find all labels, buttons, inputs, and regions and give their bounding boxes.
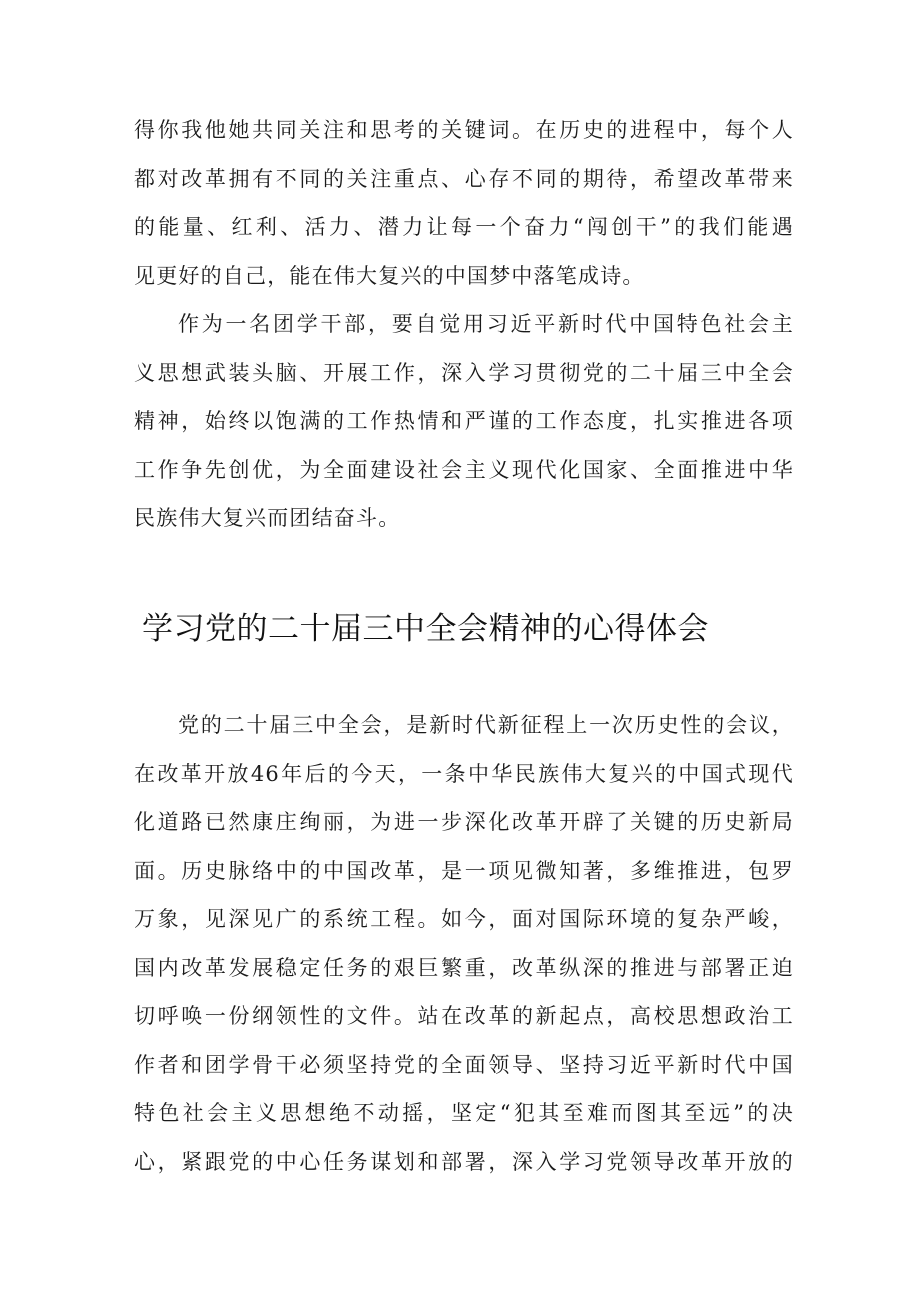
text-line: 在改革开放46年后的今天，一条中华民族伟大复兴的中国式现代 xyxy=(134,761,794,786)
text-line: 民族伟大复兴而团结奋斗。 xyxy=(134,506,401,530)
text-line: 都对改革拥有不同的关注重点、心存不同的期待，希望改革带来 xyxy=(134,166,794,191)
text-line: 切呼唤一份纲领性的文件。站在改革的新起点，高校思想政治工 xyxy=(134,1004,794,1028)
text-line: 面。历史脉络中的中国改革，是一项见微知著，多维推进，包罗 xyxy=(134,858,794,883)
text-line: 作者和团学骨干必须坚持党的全面领导、坚持习近平新时代中国 xyxy=(134,1052,794,1077)
text-line: 见更好的自己，能在伟大复兴的中国梦中落笔成诗。 xyxy=(134,263,645,288)
text-line: 国内改革发展稳定任务的艰巨繁重，改革纵深的推进与部署正迫 xyxy=(134,955,794,980)
text-line: 万象，见深见广的系统工程。如今，面对国际环境的复杂严峻， xyxy=(134,907,794,931)
text-line: 精神，始终以饱满的工作热情和严谨的工作态度，扎实推进各项 xyxy=(134,409,794,433)
text-line: 党的二十届三中全会，是新时代新征程上一次历史性的会议， xyxy=(178,713,794,737)
paragraph-continued xyxy=(134,106,794,300)
text-line: 心，紧跟党的中心任务谋划和部署，深入学习党领导改革开放的 xyxy=(134,1149,794,1174)
text-line: 作为一名团学干部，要自觉用习近平新时代中国特色社会主 xyxy=(178,312,794,336)
paragraph-article xyxy=(134,701,794,1186)
text-line: 工作争先创优，为全面建设社会主义现代化国家、全面推进中华 xyxy=(134,457,794,482)
text-line: 义思想武装头脑、开展工作，深入学习贯彻党的二十届三中全会 xyxy=(134,360,794,385)
text-line: 特色社会主义思想绝不动摇，坚定“犯其至难而图其至远”的决 xyxy=(134,1101,794,1125)
text-line: 化道路已然康庄绚丽，为进一步深化改革开辟了关键的历史新局 xyxy=(134,810,794,834)
article-title: 学习党的二十届三中全会精神的心得体会 xyxy=(142,611,709,647)
paragraph-cadre xyxy=(134,300,794,543)
text-line: 的能量、红利、活力、潜力让每一个奋力“闯创干”的我们能遇 xyxy=(134,215,794,239)
text-line: 得你我他她共同关注和思考的关键词。在历史的进程中，每个人 xyxy=(134,118,794,142)
